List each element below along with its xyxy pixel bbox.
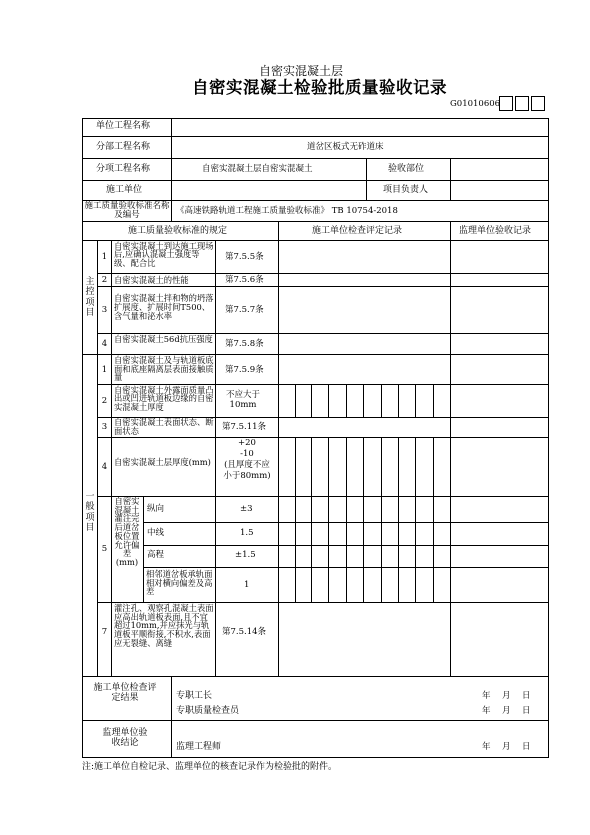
foreman-month: 月 <box>502 691 511 701</box>
supervisor-engineer-label: 监理工程师 <box>176 742 222 752</box>
item-project-value[interactable]: 自密实混凝土层自密实混凝土 <box>202 164 313 174</box>
constructor-result-label: 施工单位检查评定结果 <box>93 683 157 703</box>
general-item-2-clause: 不应大于10mm <box>225 390 260 410</box>
constructor-label: 施工单位 <box>106 185 143 195</box>
general-item-7-no: 7 <box>101 627 108 637</box>
form-title: 自密实混凝土检验批质量验收记录 <box>192 78 447 97</box>
general-item-2-no: 2 <box>101 396 108 406</box>
code-box-3[interactable] <box>531 96 545 111</box>
general-item-4-no: 4 <box>101 462 108 472</box>
supervisor-label: 监理单位验收结论 <box>102 728 148 748</box>
form-code: G01010606 <box>450 99 501 109</box>
main-item-2-text: 自密实混凝土的性能 <box>114 275 189 285</box>
general-item-1-text: 自密实混凝土及与轨道板底面和底座隔离层表面接触质量 <box>114 355 214 383</box>
standard-value: 《高速铁路轨道工程施工质量验收标准》 TB 10754-2018 <box>176 206 398 216</box>
general-item-4-clause-line-3: (且厚度不应 <box>224 460 270 470</box>
general-item-4-clause-line-2: -10 <box>240 449 254 459</box>
general-item-4-clause-line-1: +20 <box>238 438 256 448</box>
general-item-7-clause: 第7.5.14条 <box>222 627 267 637</box>
inspector-label: 专职质量检查员 <box>176 706 240 716</box>
main-item-3-text: 自密实混凝土拌和物的坍落扩展度、扩展时间T500、含气量和泌水率 <box>114 293 214 322</box>
foreman-year: 年 <box>482 691 491 701</box>
main-item-2-clause: 第7.5.6条 <box>225 275 264 285</box>
supervisor-month: 月 <box>502 742 511 752</box>
main-item-4-text: 自密实混凝土56d抗压强度 <box>114 334 213 344</box>
main-item-3-clause: 第7.5.7条 <box>225 305 264 315</box>
general-item-3-clause: 第7.5.11条 <box>222 422 267 432</box>
supervisor-day: 日 <box>522 742 531 752</box>
general-item-5-sub-1-label: 纵向 <box>147 504 165 514</box>
code-box-1[interactable] <box>499 96 513 111</box>
acceptance-part-label: 验收部位 <box>388 164 425 174</box>
code-box-2[interactable] <box>515 96 529 111</box>
foreman-day: 日 <box>522 691 531 701</box>
col-constructor-header: 施工单位检查评定记录 <box>312 226 403 236</box>
main-item-1-text: 自密实混凝土到达施工现场后,应确认混凝土强度等级、配合比 <box>114 241 214 268</box>
general-item-5-sub-3-label: 高程 <box>147 550 165 560</box>
general-item-2-text: 自密实混凝土外露面质量凸出或凹进轨道板边缘的自密实混凝土厚度 <box>114 385 214 412</box>
general-item-5-sub-3-value: ±1.5 <box>235 550 256 560</box>
general-item-5-sub-4-value: 1 <box>244 580 250 590</box>
general-items-group-label: 一般项目 <box>85 492 95 534</box>
general-item-5-sub-2-value: 1.5 <box>240 528 254 538</box>
main-item-2-no: 2 <box>101 275 108 285</box>
general-item-5-sub-2-label: 中线 <box>147 528 165 538</box>
project-manager-field[interactable] <box>451 181 548 200</box>
item-project-label: 分项工程名称 <box>96 164 151 174</box>
main-items-group-label: 主控项目 <box>85 277 95 319</box>
inspector-month: 月 <box>502 706 511 716</box>
standard-label: 施工质量验收标准名称及编号 <box>84 201 170 220</box>
sub-project-value[interactable]: 道岔区板式无砟道床 <box>307 142 384 152</box>
acceptance-part-field[interactable] <box>451 159 548 180</box>
general-item-3-text: 自密实混凝土表面状态、断面状态 <box>114 417 214 436</box>
foreman-label: 专职工长 <box>176 691 213 701</box>
inspector-day: 日 <box>522 706 531 716</box>
constructor-field[interactable] <box>172 181 365 200</box>
general-item-5-sub-4-label: 相邻道岔板承轨面相对横向偏差及高差 <box>146 569 213 597</box>
inspector-year: 年 <box>482 706 491 716</box>
general-item-5-no: 5 <box>101 544 108 554</box>
col-spec-header: 施工质量验收标准的规定 <box>128 226 228 236</box>
main-item-1-no: 1 <box>101 252 108 262</box>
general-item-4-text: 自密实混凝土层厚度(mm) <box>114 457 211 467</box>
general-item-4-clause-line-4: 小于80mm) <box>223 471 271 481</box>
main-item-1-clause: 第7.5.5条 <box>225 252 264 262</box>
general-item-1-no: 1 <box>101 365 108 375</box>
general-item-1-clause: 第7.5.9条 <box>225 365 264 375</box>
supervisor-year: 年 <box>482 742 491 752</box>
main-item-3-no: 3 <box>101 305 108 315</box>
general-item-5-group-text: 自密实混凝土灌注完后道岔板位置允许偏差(mm) <box>114 496 140 567</box>
form-subtitle: 自密实混凝土层 <box>259 64 344 78</box>
unit-project-label: 单位工程名称 <box>96 121 151 131</box>
general-item-7-text: 灌注孔、观察孔混凝土表面应高出轨道板表面,且不宜超过10mm,并应抹光与轨道板平顺衔接,不积水,表面应无裂缝、离缝 <box>114 603 214 648</box>
main-item-4-no: 4 <box>101 339 108 349</box>
project-manager-label: 项目负责人 <box>383 185 429 195</box>
col-supervisor-header: 监理单位验收记录 <box>459 226 532 236</box>
general-item-3-no: 3 <box>101 422 108 432</box>
unit-project-field[interactable] <box>172 119 548 136</box>
main-item-4-clause: 第7.5.8条 <box>225 339 264 349</box>
general-item-5-sub-1-value: ±3 <box>240 504 253 514</box>
footnote: 注:施工单位自检记录、监理单位的核查记录作为检验批的附件。 <box>82 762 338 772</box>
sub-project-label: 分部工程名称 <box>96 142 151 152</box>
